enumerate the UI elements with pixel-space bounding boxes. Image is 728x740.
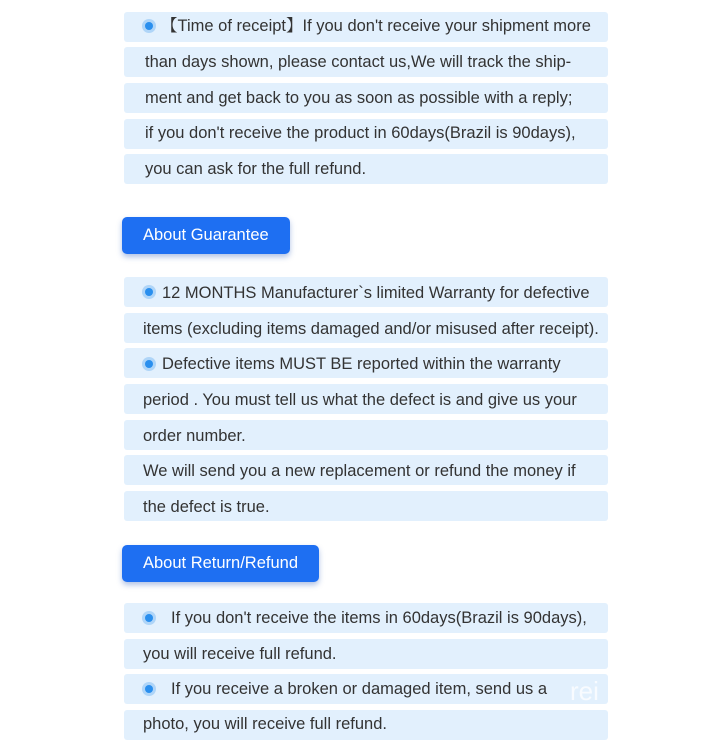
guarantee-line: the defect is true. <box>143 498 270 516</box>
receipt-line: ment and get back to you as soon as possible with a reply; <box>145 89 573 107</box>
receipt-line: if you don't receive the product in 60days(Brazil is 90days), <box>145 124 576 142</box>
guarantee-line: Defective items MUST BE reported within the warranty <box>162 355 561 373</box>
refund-line: you will receive full refund. <box>143 645 337 663</box>
refund-heading: About Return/Refund <box>122 545 319 582</box>
guarantee-line: We will send you a new replacement or refund the money if <box>143 462 576 480</box>
guarantee-line: 12 MONTHS Manufacturer`s limited Warranty for defective <box>162 284 590 302</box>
bullet-icon <box>145 685 153 693</box>
bullet-icon <box>145 22 153 30</box>
refund-line: photo, you will receive full refund. <box>143 715 387 733</box>
watermark: rei <box>570 676 599 706</box>
refund-line: If you receive a broken or damaged item, send us a <box>171 680 548 698</box>
bullet-icon <box>145 288 153 296</box>
bullet-icon <box>145 614 153 622</box>
guarantee-line: order number. <box>143 427 246 445</box>
guarantee-line: period . You must tell us what the defect is and give us your <box>143 391 577 409</box>
receipt-line: you can ask for the full refund. <box>145 160 367 178</box>
bullet-icon <box>145 360 153 368</box>
guarantee-heading: About Guarantee <box>122 217 290 254</box>
guarantee-line: items (excluding items damaged and/or misused after receipt). <box>143 320 599 338</box>
refund-line: If you don't receive the items in 60days(Brazil is 90days), <box>171 609 587 627</box>
receipt-line: than days shown, please contact us,We will track the ship- <box>145 53 572 71</box>
receipt-line: 【Time of receipt】If you don't receive your shipment more <box>161 17 591 35</box>
